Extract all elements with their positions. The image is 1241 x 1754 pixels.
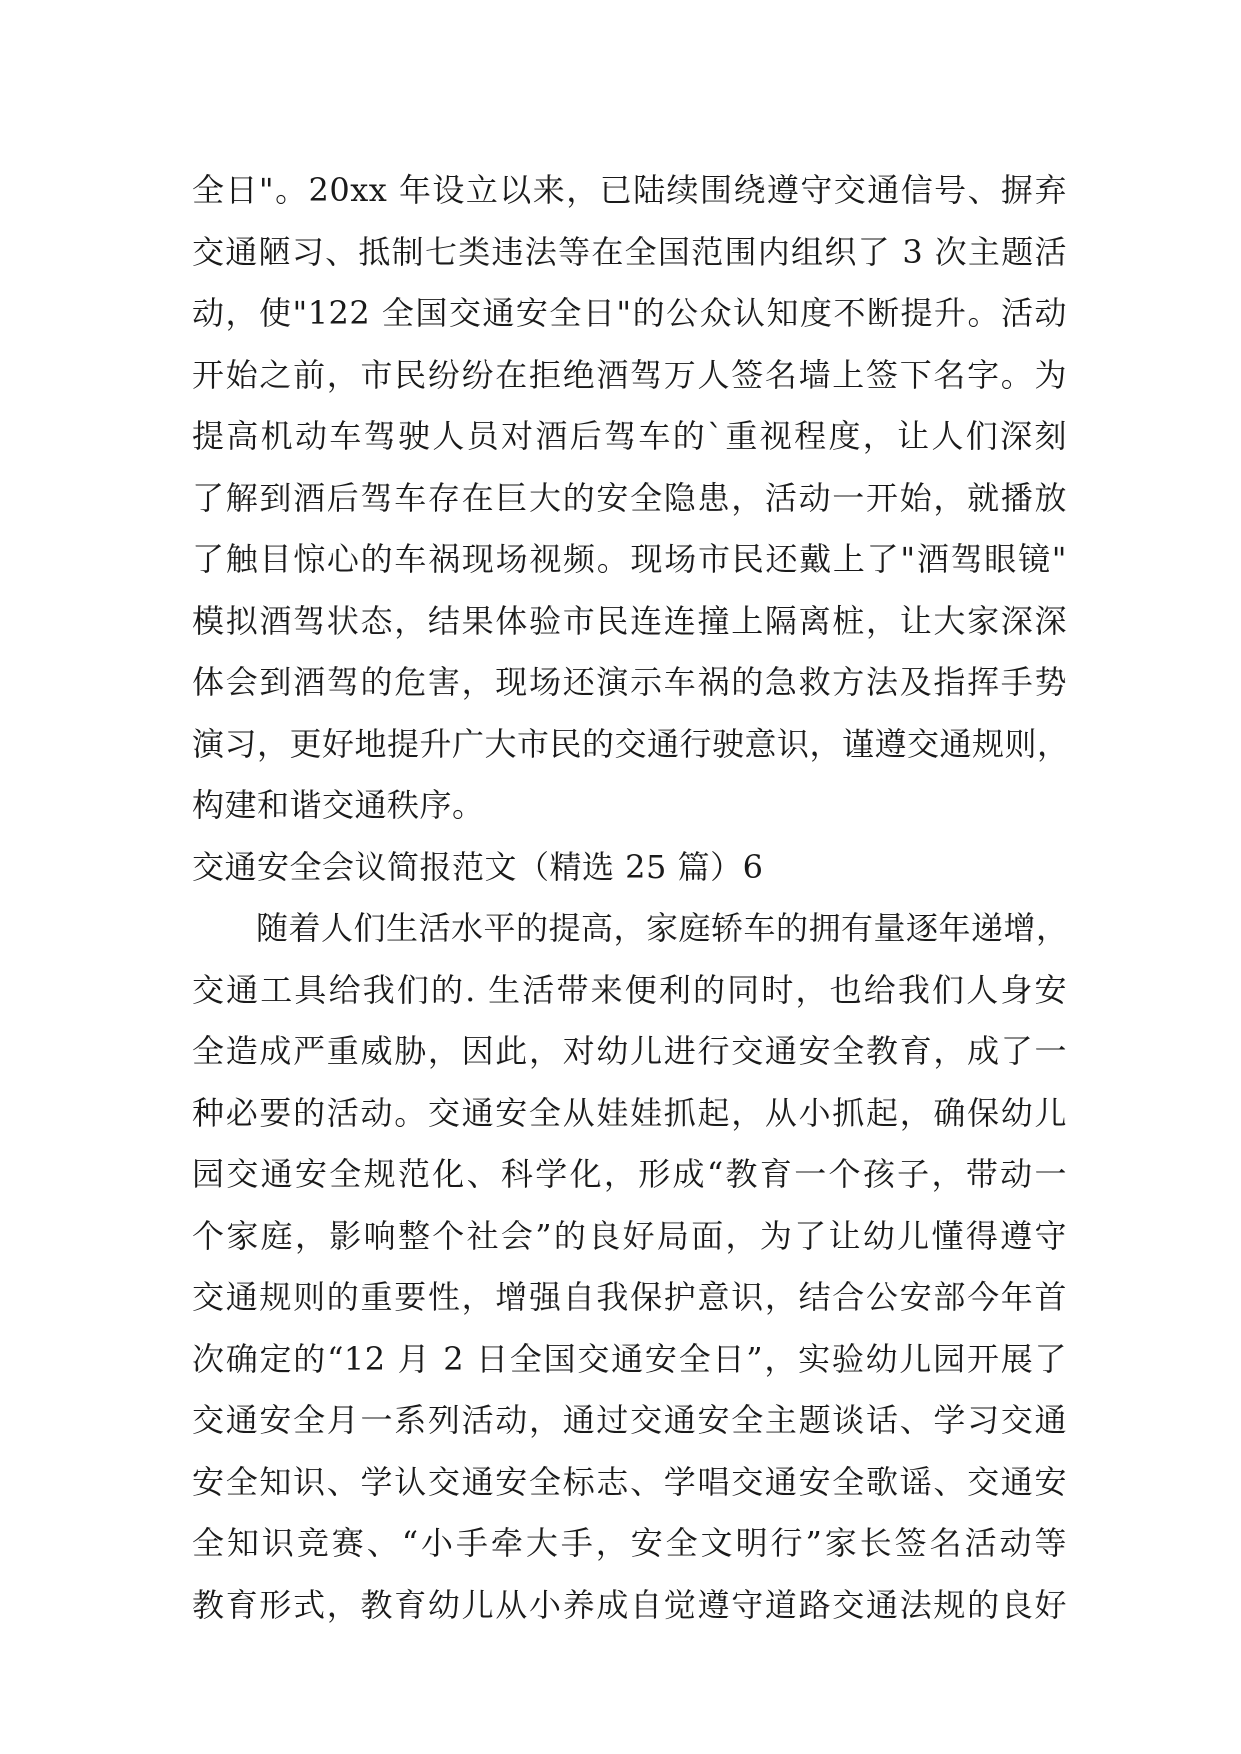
- paragraph-line: 全日"。20xx 年设立以来，已陆续围绕遵守交通信号、摒弃: [192, 171, 1067, 209]
- paragraph-line: 全造成严重威胁，因此，对幼儿进行交通安全教育，成了一: [192, 1032, 1067, 1070]
- paragraph-line: 交通陋习、抵制七类违法等在全国范围内组织了 3 次主题活: [192, 232, 1067, 271]
- document-body: [192, 160, 1070, 1636]
- paragraph-line: 交通规则的重要性，增强自我保护意识，结合公安部今年首: [192, 1278, 1067, 1316]
- paragraph-line: 了解到酒后驾车存在巨大的安全隐患，活动一开始，就播放: [192, 478, 1067, 517]
- paragraph-line: 种必要的活动。交通安全从娃娃抓起，从小抓起，确保幼儿: [192, 1093, 1067, 1132]
- paragraph-line: 交通工具给我们的. 生活带来便利的同时，也给我们人身安: [192, 970, 1067, 1009]
- paragraph-line: 动，使"122 全国交通安全日"的公众认知度不断提升。活动: [192, 294, 1067, 332]
- paragraph-line: 体会到酒驾的危害，现场还演示车祸的急救方法及指挥手势: [192, 663, 1067, 701]
- paragraph-line: 交通安全月一系列活动，通过交通安全主题谈话、学习交通: [192, 1401, 1067, 1439]
- paragraph-line: 全知识竞赛、“小手牵大手，安全文明行”家长签名活动等: [192, 1524, 1067, 1562]
- paragraph-line: 开始之前，市民纷纷在拒绝酒驾万人签名墙上签下名字。为: [192, 355, 1067, 394]
- paragraph-line: 构建和谐交通秩序。: [192, 786, 485, 824]
- section-heading: 交通安全会议简报范文（精选 25 篇）6: [192, 847, 764, 886]
- paragraph-2: [192, 898, 1067, 1636]
- paragraph-line: 演习，更好地提升广大市民的交通行驶意识，谨遵交通规则，: [192, 724, 1070, 763]
- paragraph-line: 提高机动车驾驶人员对酒后驾车的`重视程度，让人们深刻: [192, 417, 1067, 455]
- paragraph-1: [192, 160, 1070, 837]
- paragraph-line: 了触目惊心的车祸现场视频。现场市民还戴上了"酒驾眼镜": [192, 540, 1067, 578]
- paragraph-line: 安全知识、学认交通安全标志、学唱交通安全歌谣、交通安: [192, 1462, 1067, 1501]
- paragraph-line: 模拟酒驾状态，结果体验市民连连撞上隔离桩，让大家深深: [192, 601, 1067, 640]
- paragraph-line: 教育形式，教育幼儿从小养成自觉遵守道路交通法规的良好: [192, 1585, 1067, 1624]
- paragraph-line: 随着人们生活水平的提高，家庭轿车的拥有量逐年递增，: [256, 909, 1069, 947]
- paragraph-line: 园交通安全规范化、科学化，形成“教育一个孩子，带动一: [192, 1155, 1067, 1193]
- paragraph-line: 个家庭，影响整个社会”的良好局面，为了让幼儿懂得遵守: [192, 1216, 1067, 1255]
- paragraph-line: 次确定的“12 月 2 日全国交通安全日”，实验幼儿园开展了: [192, 1339, 1067, 1378]
